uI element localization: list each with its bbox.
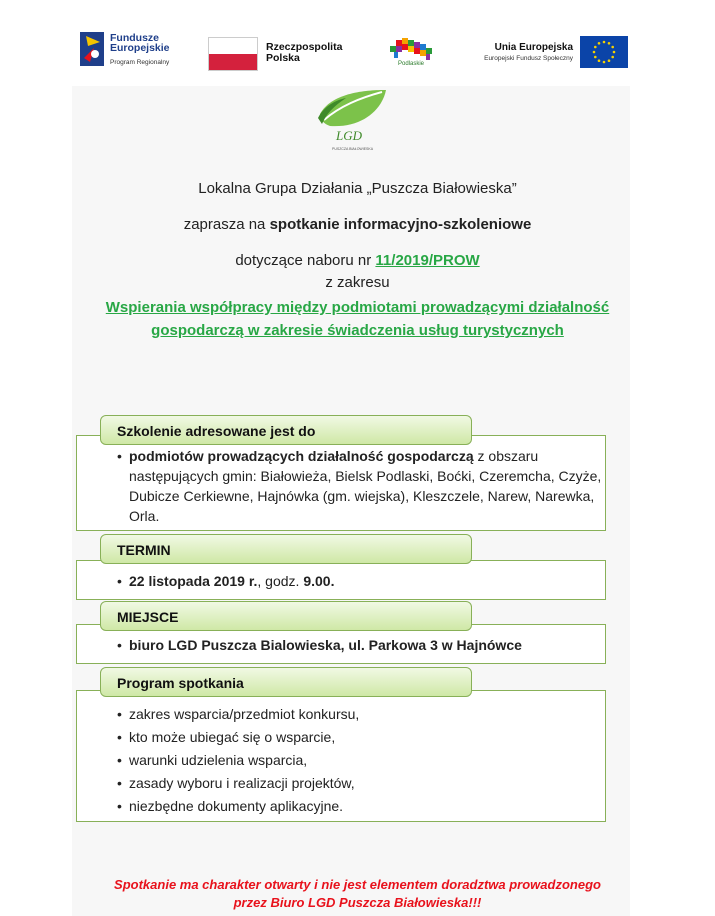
program-item: • kto może ubiegać się o wsparcie, xyxy=(117,729,336,745)
scope-prefix: z zakresu xyxy=(325,274,390,291)
place-heading: MIEJSCE xyxy=(100,601,472,631)
audience-item: • podmiotów prowadzących działalność gospodarczą z obszaru następujących gmin: Białowieża, Bielsk Podlaski, Boćki, Czeremcha, Czyże, Dubicze Cerkiewne, Hajnówka (gm. wiejska), Kleszczele, Narew, Narewka, Orla. xyxy=(117,448,602,524)
program-item: • niezbędne dokumenty aplikacyjne. xyxy=(117,798,344,814)
program-item: • warunki udzielenia wsparcia, xyxy=(117,752,308,768)
program-heading: Program spotkania xyxy=(100,667,472,697)
date-box xyxy=(76,560,606,600)
poland-logo-text: Rzeczpospolita Polska xyxy=(266,41,343,64)
date-heading: TERMIN xyxy=(100,534,472,564)
organizer-name: Lokalna Grupa Działania „Puszcza Białowieska” xyxy=(198,180,517,197)
fe-logo-subtitle: Program Regionalny xyxy=(110,59,170,66)
lgd-leaf-logo xyxy=(312,88,390,154)
closing-note: Spotkanie ma charakter otwarty i nie jest elementem doradztwa prowadzonego przez Biuro LGD Puszcza Białowieska!!! xyxy=(114,877,601,910)
program-box xyxy=(76,690,606,822)
audience-heading: Szkolenie adresowane jest do xyxy=(100,415,472,445)
audience-box xyxy=(76,435,606,531)
invite-line: zaprasza na spotkanie informacyjno-szkoleniowe xyxy=(183,216,532,233)
eu-logo-text: Unia Europejska Europejski Fundusz Społeczny xyxy=(484,42,573,62)
scope-title: Wspierania współpracy między podmiotami prowadzącymi działalność gospodarczą w zakresie świadczenia usług turystycznych xyxy=(105,299,610,339)
fe-logo-text: Fundusze Europejskie xyxy=(110,32,170,54)
call-line: dotyczące naboru nr 11/2019/PROW xyxy=(235,252,480,269)
fundusze-europejskie-logo xyxy=(80,32,104,66)
podlaskie-logo-text: Podlaskie xyxy=(398,61,425,67)
program-item: • zakres wsparcia/przedmiot konkursu, xyxy=(117,706,360,722)
poland-flag-icon xyxy=(208,37,258,71)
place-item: • biuro LGD Puszcza Bialowieska, ul. Parkowa 3 w Hajnówce xyxy=(117,637,522,653)
eu-flag-icon xyxy=(580,36,628,68)
svg-text:PUSZCZA BIAŁOWIESKA: PUSZCZA BIAŁOWIESKA xyxy=(332,147,374,151)
call-number: 11/2019/PROW xyxy=(375,252,480,269)
date-item: • 22 listopada 2019 r., godz. 9.00. xyxy=(117,573,335,589)
svg-text:LGD: LGD xyxy=(336,128,363,143)
program-item: • zasady wyboru i realizacji projektów, xyxy=(117,775,355,791)
